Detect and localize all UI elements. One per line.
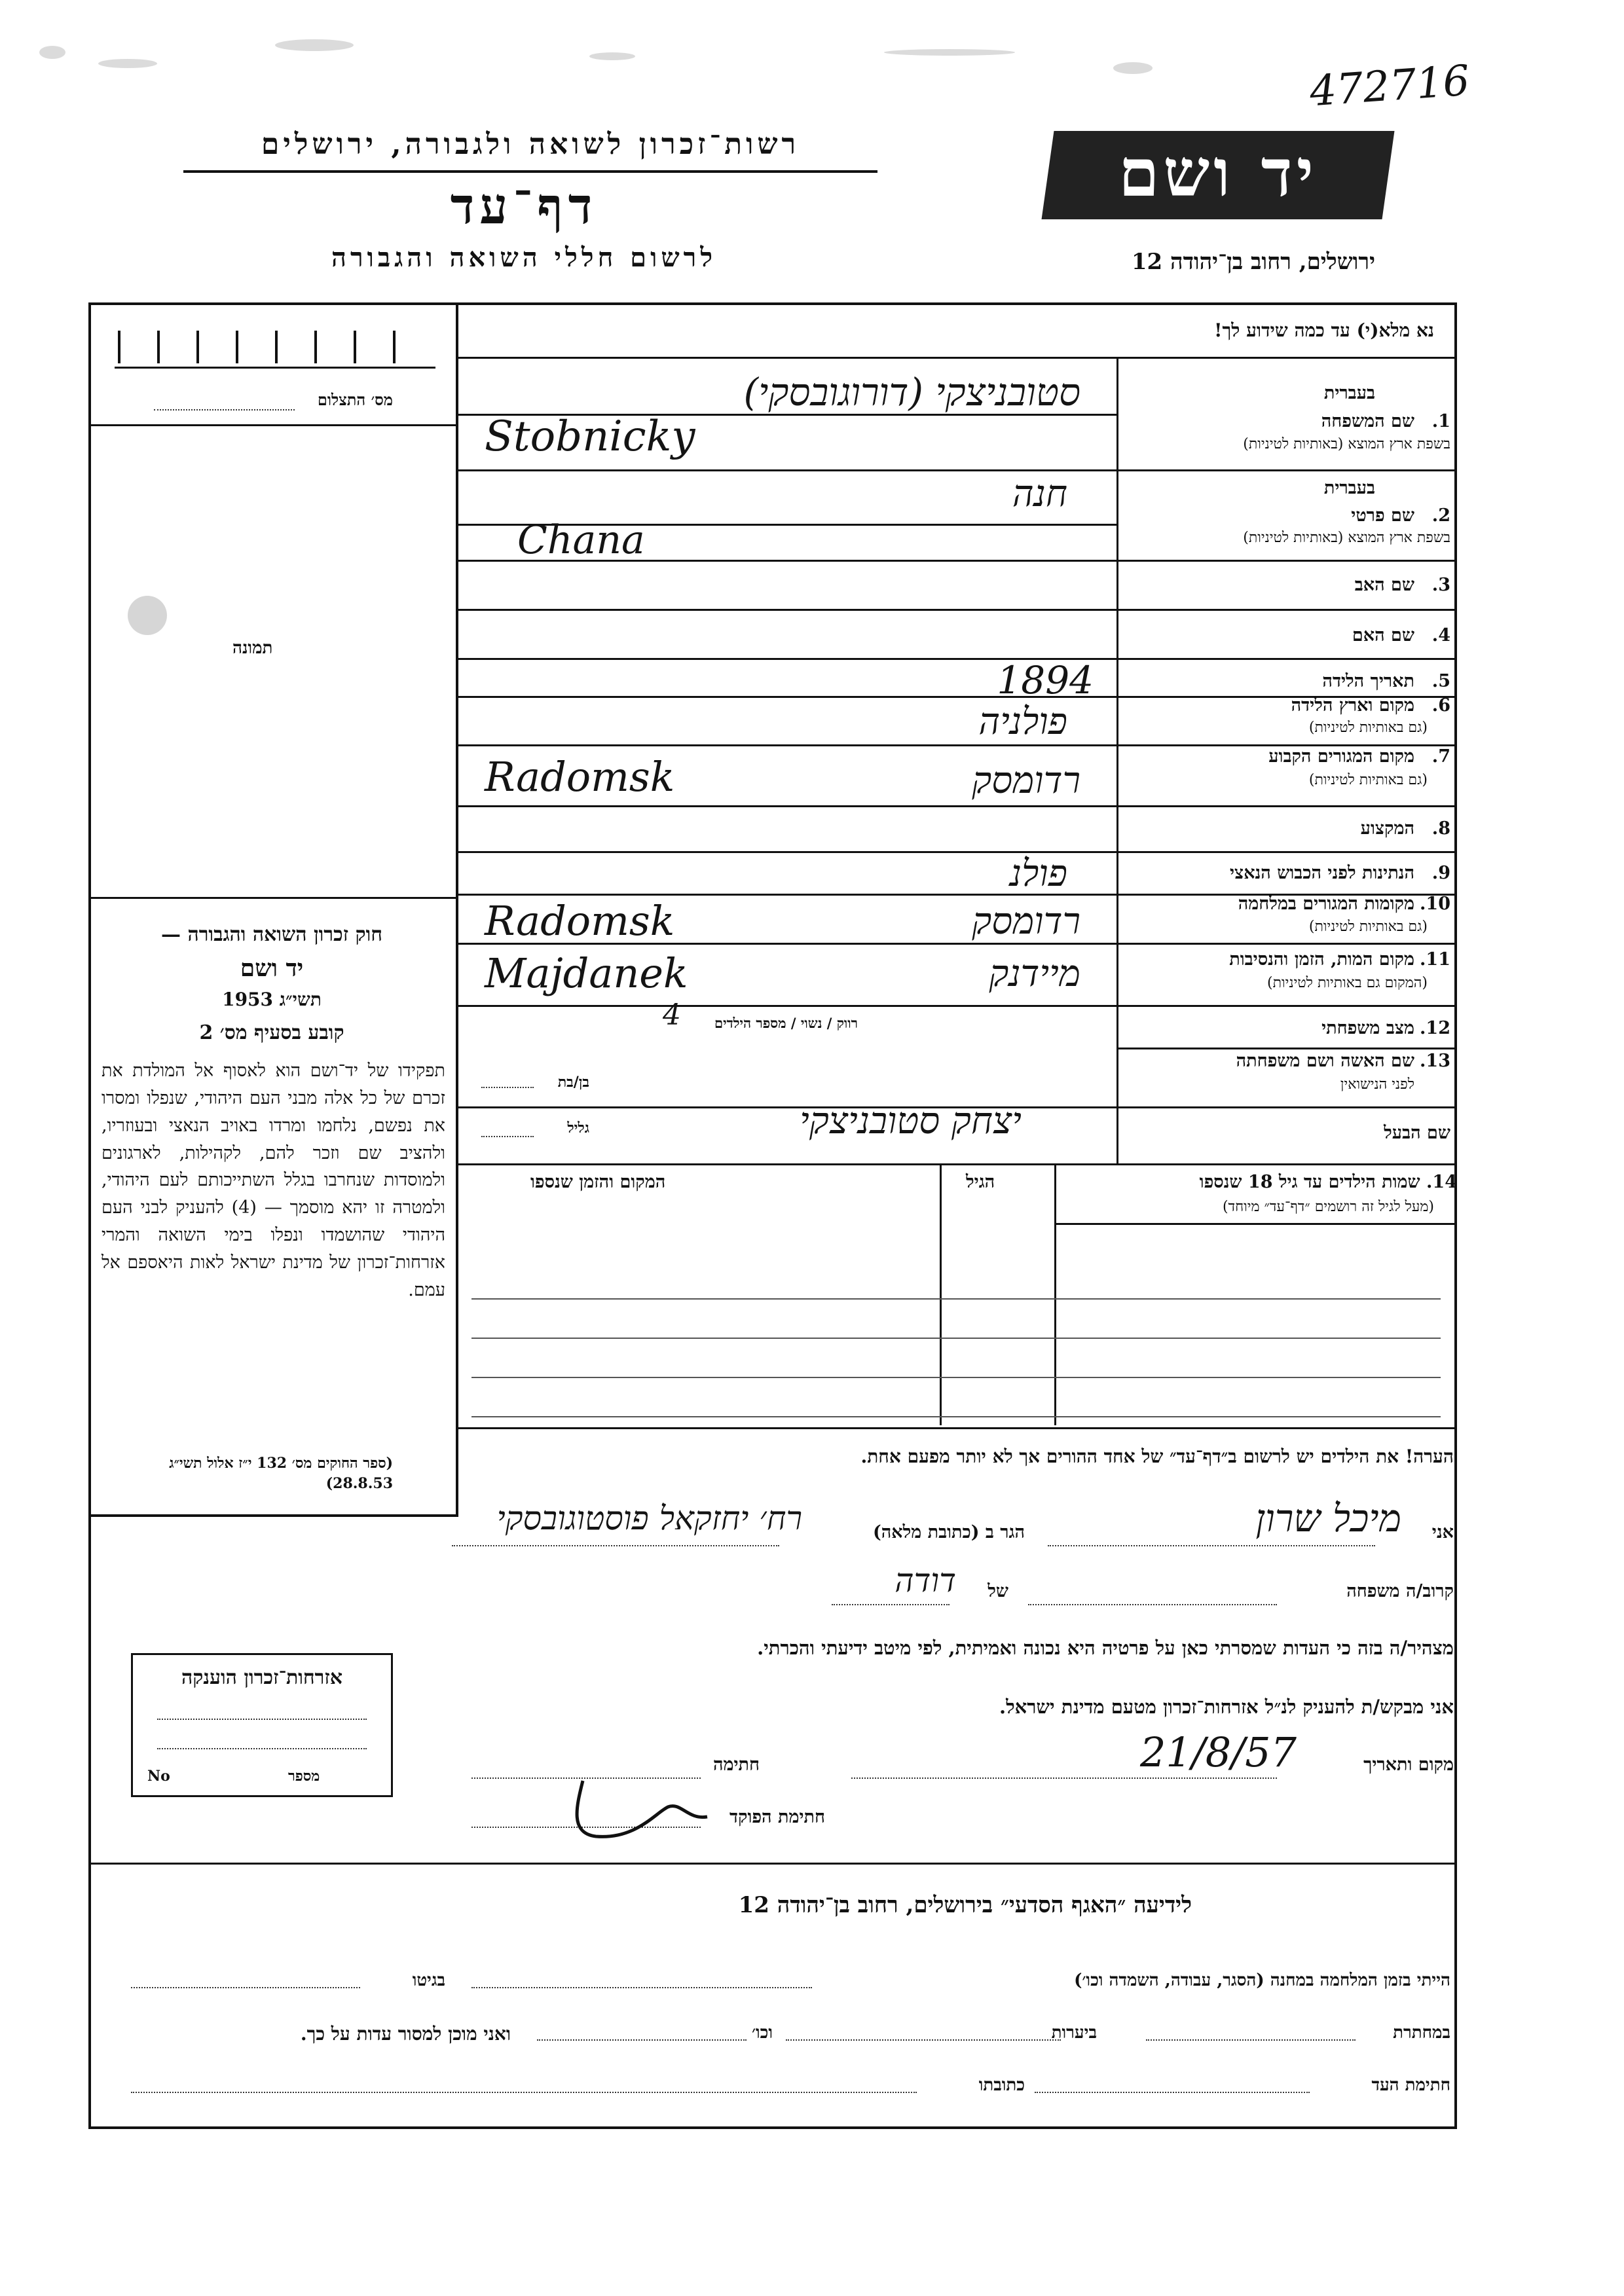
field-7-num: 7. <box>1431 746 1450 767</box>
field-10-value-hebrew: רדומסק <box>972 900 1080 943</box>
instruction-rule <box>458 357 1457 359</box>
field-7-value-hebrew: רדומסק <box>972 759 1080 802</box>
field-11-num: 11. <box>1420 949 1450 970</box>
relation-label: קרוב/ה משפחה <box>1346 1581 1454 1601</box>
children-title: 14. שמות הילדים עד גיל 18 שנספו <box>1199 1172 1457 1192</box>
officer-signature-label: חתימת הפוקד <box>729 1807 825 1827</box>
law-year-gregorian: 1953 <box>222 989 274 1010</box>
law-clause: קובע בסעיף מס׳ 2 <box>199 1021 344 1044</box>
children-col-place: המקום והזמן שנספו <box>530 1172 666 1192</box>
field-9-label: הנתינות לפני הכבוש הנאצי <box>1229 863 1414 883</box>
photo-ticks <box>118 331 432 363</box>
field-10-label: מקומות המגורים במלחמה <box>1238 894 1414 914</box>
field-2-value-hebrew: חנה <box>1012 473 1067 515</box>
field-3-label: שם האב <box>1354 575 1414 595</box>
husband-bottom-rule <box>458 1163 1457 1165</box>
field-1-label: שם המשפחה <box>1321 411 1414 431</box>
field-6-label: מקום וארץ הלידה <box>1291 695 1414 716</box>
field-6-sub: (גם באותיות לטיניות) <box>1308 720 1428 736</box>
instruction: נא מלא(י) עד כמה שידוע לך! <box>1214 319 1434 341</box>
field-1-value-hebrew: סטובניצקי (דורוגובסקי) <box>743 370 1080 414</box>
footer-witness-signature-blank <box>1035 2092 1310 2093</box>
children-lines <box>471 1260 1441 1417</box>
husband-line <box>481 1136 534 1137</box>
field-10-sub: (גם באותיות לטיניות) <box>1308 919 1428 935</box>
address: ירושלים, רחוב בן־יהודה 12 <box>1131 249 1375 275</box>
field-13-line <box>481 1087 534 1088</box>
children-header-rule <box>1054 1223 1457 1225</box>
row7-bottom-rule <box>458 805 1457 807</box>
field-11-sub: (המקום גם באותיות לטיניות) <box>1267 975 1428 991</box>
row12-bottom-rule <box>1116 1048 1457 1049</box>
form-title: דף־עד <box>450 177 598 235</box>
field-5-num: 5. <box>1431 671 1450 691</box>
signature-label: חתימה <box>712 1755 760 1775</box>
footer-etc-label: וכו׳ <box>751 2023 773 2043</box>
note: הערה! את הילדים יש לרשום ב״דף־עד״ של אחד ההורים אך לא יותר מפעם אחת. <box>860 1446 1454 1467</box>
photo-number-rule <box>88 424 458 426</box>
field-5-value: 1894 <box>997 658 1094 702</box>
footer-witness-address-label: כתובתו <box>978 2075 1025 2095</box>
declarant-name-line <box>1048 1545 1375 1546</box>
field-1-tag: בעברית <box>1323 383 1375 403</box>
photo-number-line <box>154 409 295 410</box>
field-1-num: 1. <box>1431 411 1450 431</box>
archive-number: 472716 <box>1308 56 1471 117</box>
field-13-inner-label: בן/בת <box>557 1074 589 1091</box>
value-label-divider <box>1116 357 1118 1163</box>
field-2-tag: בעברית <box>1323 478 1375 498</box>
relation-value: דודה <box>895 1561 956 1599</box>
photo-label: תמונה <box>232 638 273 658</box>
authority-name: רשות־זכרון לשואה ולגבורה, ירושלים <box>261 128 800 161</box>
declaration-prefix: אני <box>1431 1522 1454 1542</box>
footer-top-rule <box>88 1863 1457 1865</box>
declaration-statement: מצהיר/ה בזה כי העדות שמסרתי כאן על פרטיה היא נכונה ואמיתית, לפי מיטב ידיעתי והכרתי. <box>757 1637 1454 1659</box>
husband-value: יצחק סטובניצקי <box>800 1100 1022 1142</box>
footer-ready-label: ואני מוכן למסור עדות על כך. <box>300 2023 511 2045</box>
field-7-label: מקום המגורים הקבוע <box>1268 746 1414 767</box>
header-rule <box>183 170 877 173</box>
row8-bottom-rule <box>458 851 1457 853</box>
field-13-sub: לפני הנישואין <box>1340 1076 1414 1093</box>
footer-line1-blank <box>471 1987 812 1988</box>
field-8-num: 8. <box>1431 818 1450 839</box>
field-12-label: מצב משפחתי <box>1321 1018 1414 1038</box>
law-source: (ספר החוקים מס׳ 132 י״ז אלול תשי״ג 28.8.53) <box>169 1455 393 1492</box>
footer-witness-address-blank <box>131 2092 917 2093</box>
photo-ticks-rule <box>115 367 435 369</box>
place-date-label: מקום ותאריך <box>1363 1755 1454 1775</box>
field-11-value-hebrew: מיידנק <box>989 953 1080 995</box>
relation-of-label: של <box>987 1581 1008 1601</box>
field-13-num: 13. <box>1420 1051 1450 1071</box>
footer-forests-label: ביערות <box>1051 2023 1097 2043</box>
footer-line1: הייתי בזמן המלחמה במחנה (הסגר, עבודה, השמדה וכו׳) <box>1074 1971 1450 1990</box>
children-col-age: הגיל <box>966 1172 995 1192</box>
field-6-value: פולניה <box>978 701 1067 743</box>
field-1-value-latin: Stobnicky <box>485 412 695 461</box>
declaration-address-label: הגר ב (כתובת מלאה) <box>872 1522 1025 1542</box>
field-2-sub: בשפת ארץ המוצא (באותיות לטיניות) <box>1243 530 1450 546</box>
scan-noise <box>98 59 157 68</box>
field-11-value-latin: Majdanek <box>485 949 688 997</box>
row1-bottom-rule <box>458 469 1457 471</box>
field-8-label: המקצוע <box>1360 818 1414 839</box>
declarant-name: מיכל שרון <box>1255 1496 1401 1540</box>
field-4-num: 4. <box>1431 625 1450 646</box>
field-12-options: רווק / נשוי / מספר הילדים <box>714 1015 858 1031</box>
row11-bottom-rule <box>458 1005 1457 1007</box>
footer-ghetto-label: בגיטו <box>412 1971 445 1990</box>
field-1-sub: בשפת ארץ המוצא (באותיות לטיניות) <box>1243 436 1450 452</box>
husband-inner-label: גליל <box>567 1120 589 1137</box>
field-10-value-latin: Radomsk <box>485 897 675 945</box>
scan-noise <box>589 52 635 60</box>
footer-etc-blank <box>537 2039 747 2041</box>
declarant-address-line <box>452 1545 779 1546</box>
footer-ghetto-blank <box>131 1987 360 1988</box>
law-year <box>98 989 445 1011</box>
law-name: יד ושם <box>240 955 304 982</box>
field-11-label: מקום המות, הזמן והנסיבות <box>1229 949 1414 970</box>
field-9-value: פולנ <box>1009 852 1067 895</box>
field-10-num: 10. <box>1420 894 1450 914</box>
officer-signature <box>557 1768 727 1853</box>
field-9-num: 9. <box>1431 863 1450 883</box>
relation-value-line <box>832 1604 950 1605</box>
scan-noise <box>39 46 65 59</box>
certificate-title: אזרחות־זכרון הוענקה <box>181 1666 343 1689</box>
field-6-num: 6. <box>1431 695 1450 716</box>
certificate-line-2 <box>157 1748 367 1749</box>
photo-bottom-rule <box>88 897 458 899</box>
certificate-number-prefix: No <box>147 1768 170 1785</box>
law-text: תפקידו של יד־ושם הוא לאסוף אל המולדת את זכרם של כל אלה מבני העם היהודי, שנפלו ומסרו את נפשם, נלחמו ומרדו באויב הנאצי ובעוזריו, ולהציב שם וזכר להם, לקהילות, לארגונים ולמוסדות שנחרבו בגלל השתייכותם לעם היהודי, ולמטרה זו יהא מוסמך — (4) להעניק לבני העם היהודי שהושמדו ונפלו בימי השואה והמרי אזרחות־זכרון של מדינת ישראל לאות היאספם אל עמם. <box>101 1061 445 1300</box>
law-year-hebrew: תשי״ג <box>279 989 322 1010</box>
field-13-label: שם האשה ושם משפחתה <box>1236 1051 1414 1071</box>
scan-noise <box>884 49 1015 56</box>
children-subtitle: (מעל לגיל זה רושמים ״דף־עד״ מיוחד) <box>1222 1199 1434 1215</box>
footer-underground-blank <box>1146 2039 1356 2041</box>
logo-text: יד ושם <box>1118 134 1318 211</box>
field-12-value: 4 <box>663 998 681 1032</box>
footer-underground-label: במחתרת <box>1393 2023 1450 2043</box>
field-3-num: 3. <box>1431 575 1450 595</box>
photo-column <box>88 302 458 1517</box>
field-7-sub: (גם באותיות לטיניות) <box>1308 772 1428 788</box>
field-2-value-latin: Chana <box>517 517 645 563</box>
law-title: חוק זכרון השואה והגבורה — <box>161 923 382 946</box>
photo-number-label: מס׳ התצלום <box>317 390 393 409</box>
row4-bottom-rule <box>458 658 1457 660</box>
note-top-rule <box>458 1427 1457 1429</box>
declaration-request: אני מבקש/ת להעניק לנ״ל אזרחות־זכרון מטעם מדינת ישראל. <box>999 1696 1454 1718</box>
scan-noise <box>1113 62 1153 74</box>
place-date-value: 21/8/57 <box>1139 1728 1297 1776</box>
declarant-address: רח׳ יחזקאל פוסטוגובסקי <box>496 1499 802 1537</box>
footer-witness-signature-label: חתימת העד <box>1371 2075 1450 2095</box>
field-4-label: שם האם <box>1352 625 1414 646</box>
field-12-num: 12. <box>1420 1018 1450 1038</box>
certificate-number-label: מספר <box>288 1768 320 1785</box>
footer-forests-blank <box>786 2039 1061 2041</box>
place-date-line <box>851 1777 1277 1779</box>
relation-line <box>1028 1604 1277 1605</box>
row3-bottom-rule <box>458 609 1457 611</box>
field-2-num: 2. <box>1431 505 1450 526</box>
certificate-line-1 <box>157 1719 367 1720</box>
field-2-label: שם פרטי <box>1351 505 1414 526</box>
footer-title: לידיעה ״האגף הסדעי״ בירושלים, רחוב בן־יהודה 12 <box>738 1892 1192 1918</box>
husband-label: שם הבעל <box>1384 1123 1450 1143</box>
field-5-label: תאריך הלידה <box>1322 671 1414 691</box>
field-7-value-latin: Radomsk <box>485 753 675 801</box>
form-subtitle: לרשום חללי השואה והגבורה <box>331 242 717 273</box>
scan-noise <box>275 39 354 51</box>
